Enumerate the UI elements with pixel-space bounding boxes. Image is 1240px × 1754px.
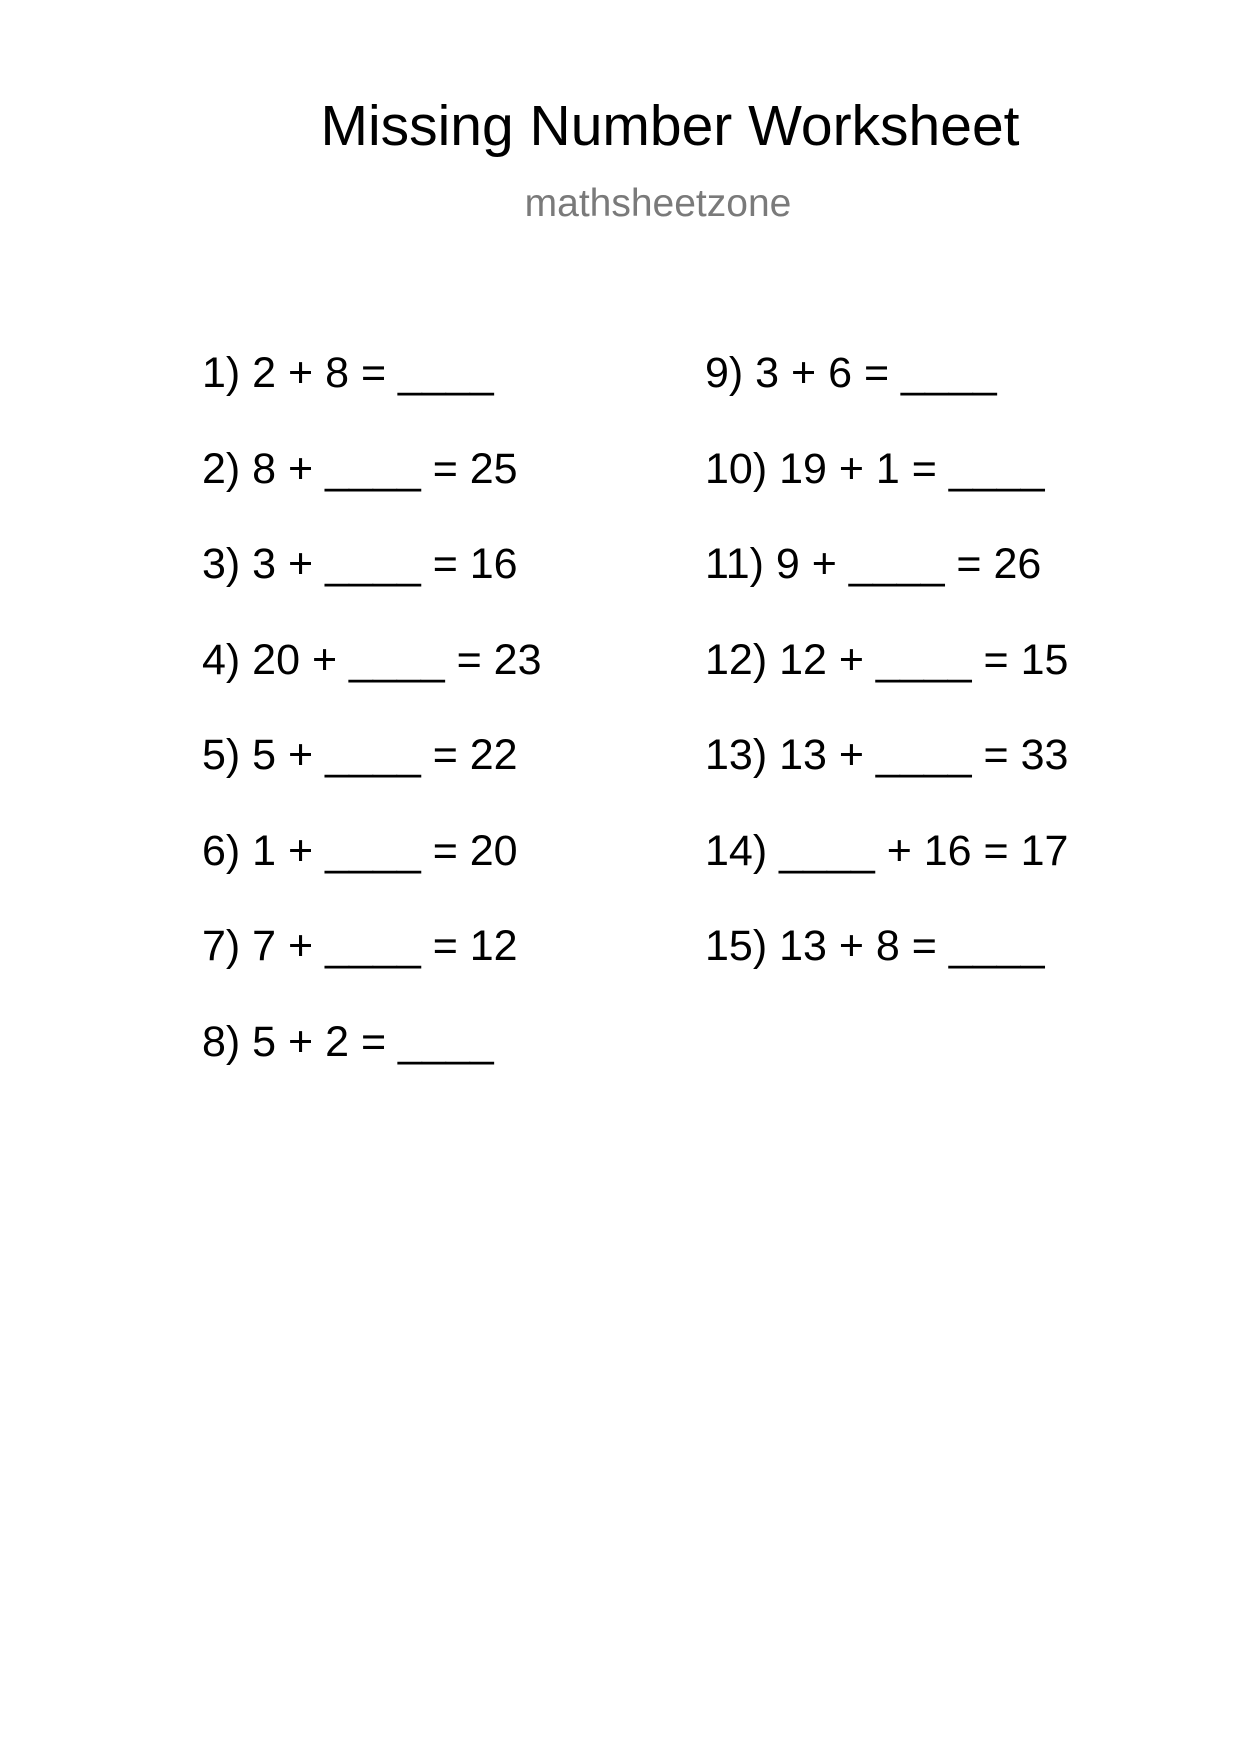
problem-14: 14) ____ + 16 = 17: [705, 826, 1069, 875]
worksheet-title: Missing Number Worksheet: [320, 94, 1020, 158]
problem-column-right: [705, 349, 1069, 1021]
problem-7: 7) 7 + ____ = 12: [202, 922, 518, 970]
problem-1: 1) 2 + 8 = ____: [202, 349, 494, 397]
worksheet-source: mathsheetzone: [524, 182, 792, 225]
problem-15: 15) 13 + 8 = ____: [705, 922, 1045, 970]
problem-10: 10) 19 + 1 = ____: [705, 444, 1045, 493]
problem-11: 11) 9 + ____ = 26: [705, 540, 1042, 588]
problem-6: 6) 1 + ____ = 20: [202, 826, 518, 875]
problem-9: 9) 3 + 6 = ____: [705, 349, 997, 397]
problem-3: 3) 3 + ____ = 16: [202, 540, 518, 588]
problem-column-left: [202, 349, 542, 1116]
problem-5: 5) 5 + ____ = 22: [202, 731, 518, 779]
problem-12: 12) 12 + ____ = 15: [705, 635, 1069, 684]
problem-8: 8) 5 + 2 = ____: [202, 1017, 494, 1066]
problem-2: 2) 8 + ____ = 25: [202, 444, 518, 493]
problem-4: 4) 20 + ____ = 23: [202, 635, 542, 684]
problem-13: 13) 13 + ____ = 33: [705, 731, 1069, 779]
